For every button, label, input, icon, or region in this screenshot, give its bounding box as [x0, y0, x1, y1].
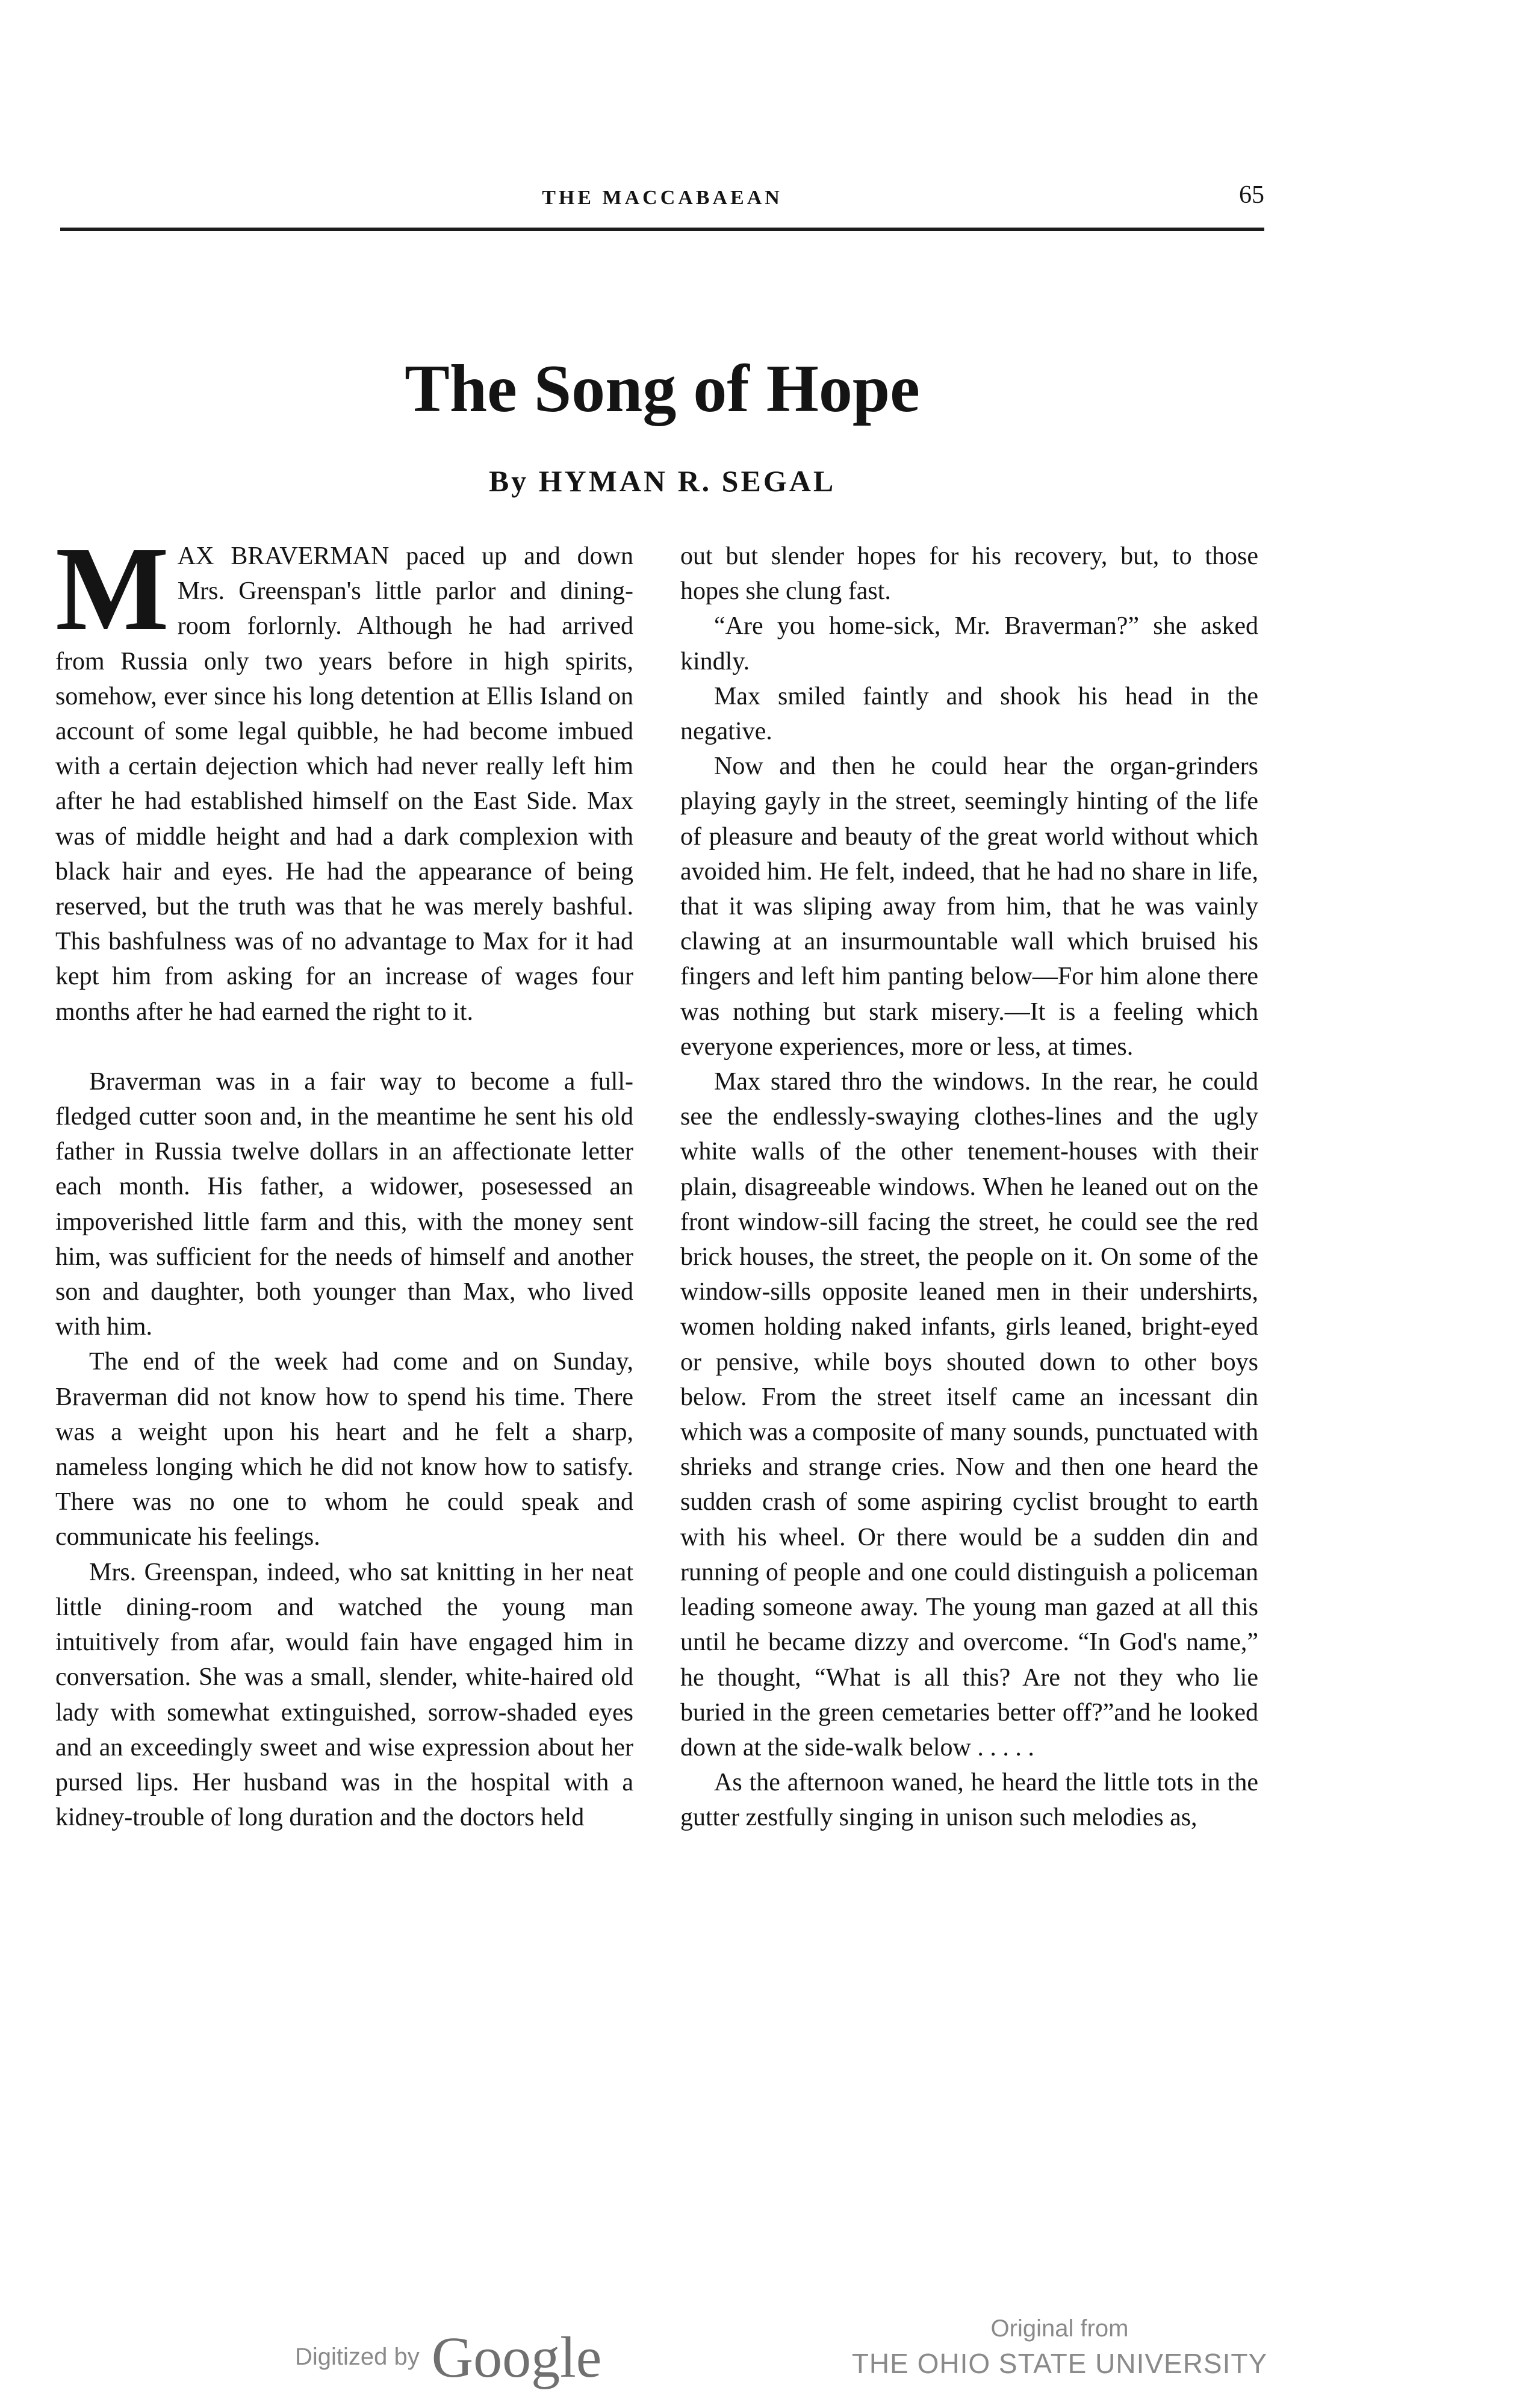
paragraph-text: AX BRAVERMAN paced up and down Mrs. Greenspan's little parlor and dining-room forlornly. Although he had arrived from Russia only two years before in high spirits, somehow, ever since his long detention at Ellis Island on account of some legal quibble, he had become imbued with a certain dejection which had never really left him after he had established himself on the East Side. Max was of middle height and had a dark complexion with black hair and eyes. He had the appearance of being reserved, but the truth was that he was merely bashful. This bashfulness was of no advantage to Max for it had kept him from asking for an increase of wages four months after he had earned the right to it.: [55, 542, 633, 1026]
page-number: 65: [1239, 181, 1264, 209]
running-title: THE MACCABAEAN: [542, 187, 783, 209]
source-credit: [843, 2312, 1276, 2382]
paragraph: Braverman was in a fair way to become a full-fledged cutter soon and, in the meantime he sent his old father in Russia twelve dollars in an affectionate letter each month. His father, a widower, posesessed an impoverished little farm and this, with the money sent him, was sufficient for the needs of himself and another son and daughter, both younger than Max, who lived with him.: [55, 1067, 633, 1341]
header-rule: [60, 228, 1264, 231]
drop-cap: M: [55, 523, 169, 656]
digitization-credit: [295, 2324, 601, 2390]
digitized-by-label: Digitized by: [295, 2343, 420, 2370]
paragraph: out but slender hopes for his recovery, but, to those hopes she clung fast.: [680, 542, 1258, 606]
article-title: The Song of Hope: [405, 352, 920, 426]
right-column: [680, 539, 1258, 2345]
original-from-label: Original from: [990, 2315, 1129, 2342]
institution-name: THE OHIO STATE UNIVERSITY: [851, 2348, 1268, 2379]
paragraph: “Are you home-sick, Mr. Braverman?” she asked kindly.: [680, 612, 1258, 675]
paragraph: As the afternoon waned, he heard the little tots in the gutter zestfully singing in unison such melodies as,: [680, 1769, 1258, 1832]
left-column: [55, 523, 633, 2345]
paragraph: Max stared thro the windows. In the rear, he could see the endlessly-swaying clothes-lines and the ugly white walls of the other tenement-houses with their plain, disagreeable windows. When he leaned out on the front window-sill facing the street, he could see the red brick houses, the street, the people on it. On some of the window-sills opposite leaned men in their undershirts, women holding naked infants, girls leaned, bright-eyed or pensive, while boys shouted down to other boys below. From the street itself came an incessant din which was a composite of many sounds, punctuated with shrieks and strange cries. Now and then one heard the sudden crash of some aspiring cyclist brought to earth with his wheel. Or there would be a sudden din and running of people and one could distinguish a policeman leading someone away. The young man gazed at all this until he became dizzy and overcome. “In God's name,” he thought, “What is all this? Are not they who lie buried in the green cemetaries better off?”and he looked down at the side-walk below . . . . .: [680, 1068, 1258, 1761]
page-header: [60, 181, 1264, 217]
paragraph: The end of the week had come and on Sunday, Braverman did not know how to spend his time. There was a weight upon his heart and he felt a sharp, nameless longing which he did not know how to satisfy. There was no one to whom he could speak and communicate his feelings.: [55, 1348, 633, 1551]
article-byline: By HYMAN R. SEGAL: [488, 464, 836, 498]
paragraph: [55, 523, 633, 1029]
paragraph: Now and then he could hear the organ-grinders playing gayly in the street, seemingly hinting of the life of pleasure and beauty of the great world without which avoided him. He felt, indeed, that he had no share in life, that it was sliping away from him, that he was vainly clawing at an insurmountable wall which bruised his fingers and left him panting below—For him alone there was nothing but stark misery.—It is a feeling which everyone experiences, more or less, at times.: [680, 752, 1258, 1061]
paragraph: Max smiled faintly and shook his head in the negative.: [680, 682, 1258, 746]
google-logo: Google: [431, 2324, 602, 2389]
paragraph: Mrs. Greenspan, indeed, who sat knitting in her neat little dining-room and watched the young man intuitively from afar, would fain have engaged him in conversation. She was a small, slender, white-haired old lady with somewhat extinguished, sorrow-shaded eyes and an exceedingly sweet and wise expression about her pursed lips. Her husband was in the hospital with a kidney-trouble of long duration and the doctors held: [55, 1558, 633, 1832]
